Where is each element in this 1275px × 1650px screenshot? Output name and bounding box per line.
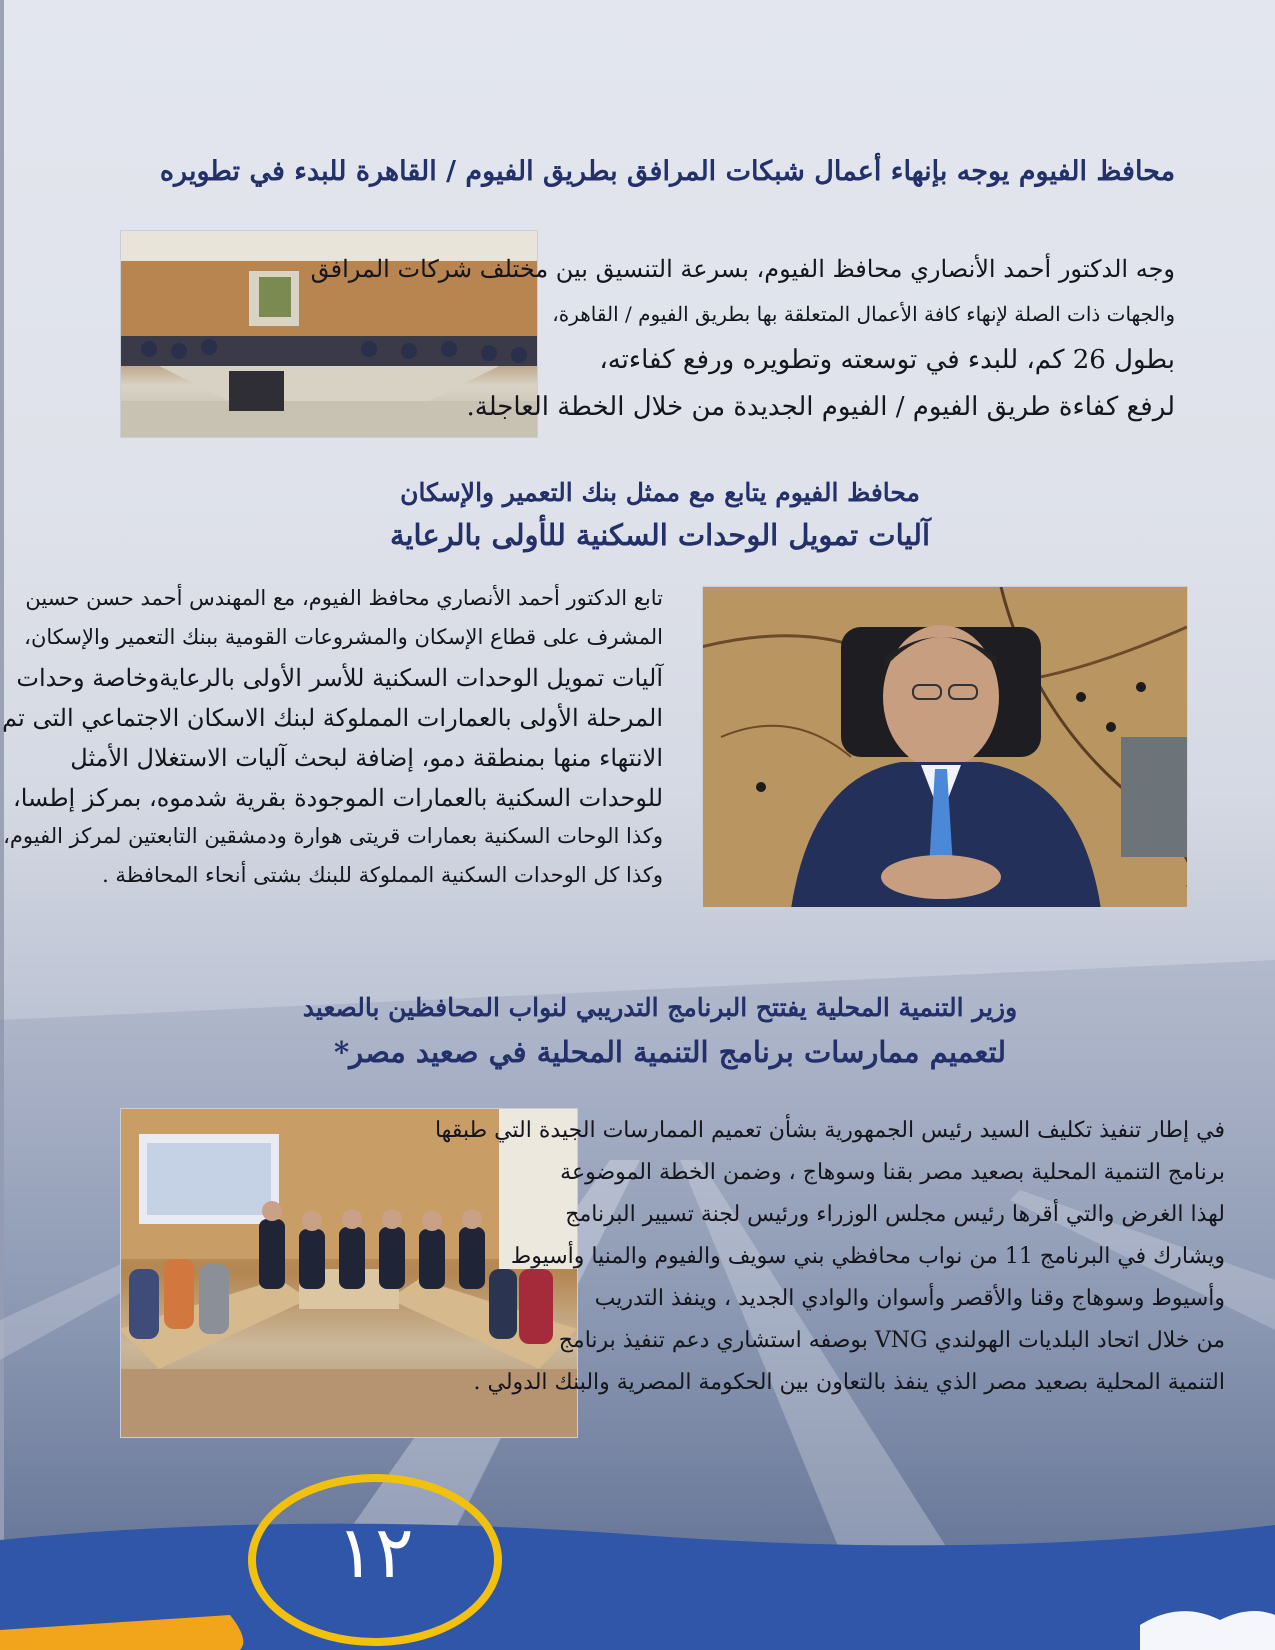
article3-line: وأسيوط وسوهاج وقنا والأقصر وأسوان والوادي الجديد ، وينفذ التدريب [594, 1286, 1225, 1311]
article1-line: والجهات ذات الصلة لإنهاء كافة الأعمال المتعلقة بها بطريق الفيوم / القاهرة، [552, 302, 1175, 326]
governor-portrait-photo [702, 586, 1188, 908]
article2-line: تابع الدكتور أحمد الأنصاري محافظ الفيوم، مع المهندس أحمد حسن حسين [25, 586, 663, 610]
article3-line: التنمية المحلية بصعيد مصر الذي ينفذ بالتعاون بين الحكومة المصرية والبنك الدولي . [473, 1370, 1225, 1395]
article3-body [434, 1118, 1225, 1412]
article1-body [310, 255, 1175, 439]
article2-line: وكذا الوحات السكنية بعمارات قريتى هوارة ودمشقين التابعتين لمركز الفيوم، [3, 824, 663, 848]
article3-headline: وزير التنمية المحلية يفتتح البرنامج التدريبي لنواب المحافظين بالصعيد [302, 993, 1018, 1022]
article3-line: ويشارك في البرنامج 11 من نواب محافظي بني سويف والفيوم والمنيا وأسيوط [510, 1244, 1225, 1269]
article1-headline: محافظ الفيوم يوجه بإنهاء أعمال شبكات المرافق بطريق الفيوم / القاهرة للبدء في تطويره [159, 156, 1176, 187]
article2-line: المشرف على قطاع الإسكان والمشروعات القومية ببنك التعمير والإسكان، [24, 625, 663, 649]
article2-line: الانتهاء منها بمنطقة دمو، إضافة لبحث آليات الاستغلال الأمثل [70, 744, 663, 772]
article3-line: من خلال اتحاد البلديات الهولندي VNG بوصفه استشاري دعم تنفيذ برنامج [558, 1328, 1225, 1353]
article3-line: لهذا الغرض والتي أقرها رئيس مجلس الوزراء ورئيس لجنة تسيير البرنامج [565, 1202, 1225, 1227]
article2-line: المرحلة الأولى بالعمارات المملوكة لبنك الاسكان الاجتماعي التى تم [2, 704, 663, 732]
article1-line: لرفع كفاءة طريق الفيوم / الفيوم الجديدة من خلال الخطة العاجلة. [466, 392, 1175, 422]
article2-body [2, 586, 663, 902]
article2-line: وكذا كل الوحدات السكنية المملوكة للبنك بشتى أنحاء المحافظة . [102, 863, 663, 887]
article3-line: برنامج التنمية المحلية بصعيد مصر بقنا وسوهاج ، وضمن الخطة الموضوعة [560, 1160, 1225, 1185]
article2-headline: محافظ الفيوم يتابع مع ممثل بنك التعمير والإسكان [400, 478, 920, 507]
article2-subheadline: آليات تمويل الوحدات السكنية للأولى بالرعاية [389, 518, 931, 552]
article1-line: بطول 26 كم، للبدء في توسعته وتطويره ورفع كفاءته، [599, 345, 1175, 375]
article3-line: في إطار تنفيذ تكليف السيد رئيس الجمهورية بشأن تعميم الممارسات الجيدة التي طبقها [434, 1118, 1225, 1143]
article2-line: للوحدات السكنية بالعمارات الموجودة بقرية شدموه، بمركز إطسا، [12, 784, 663, 812]
article3-subheadline: لتعميم ممارسات برنامج التنمية المحلية في صعيد مصر* [333, 1035, 1007, 1069]
article1-line: وجه الدكتور أحمد الأنصاري محافظ الفيوم، بسرعة التنسيق بين مختلف شركات المرافق [310, 255, 1175, 283]
footer-band [0, 1520, 1275, 1650]
page-number: ١٢ [248, 1474, 502, 1646]
article2-line: آليات تمويل الوحدات السكنية للأسر الأولى بالرعايةوخاصة وحدات [16, 664, 663, 692]
